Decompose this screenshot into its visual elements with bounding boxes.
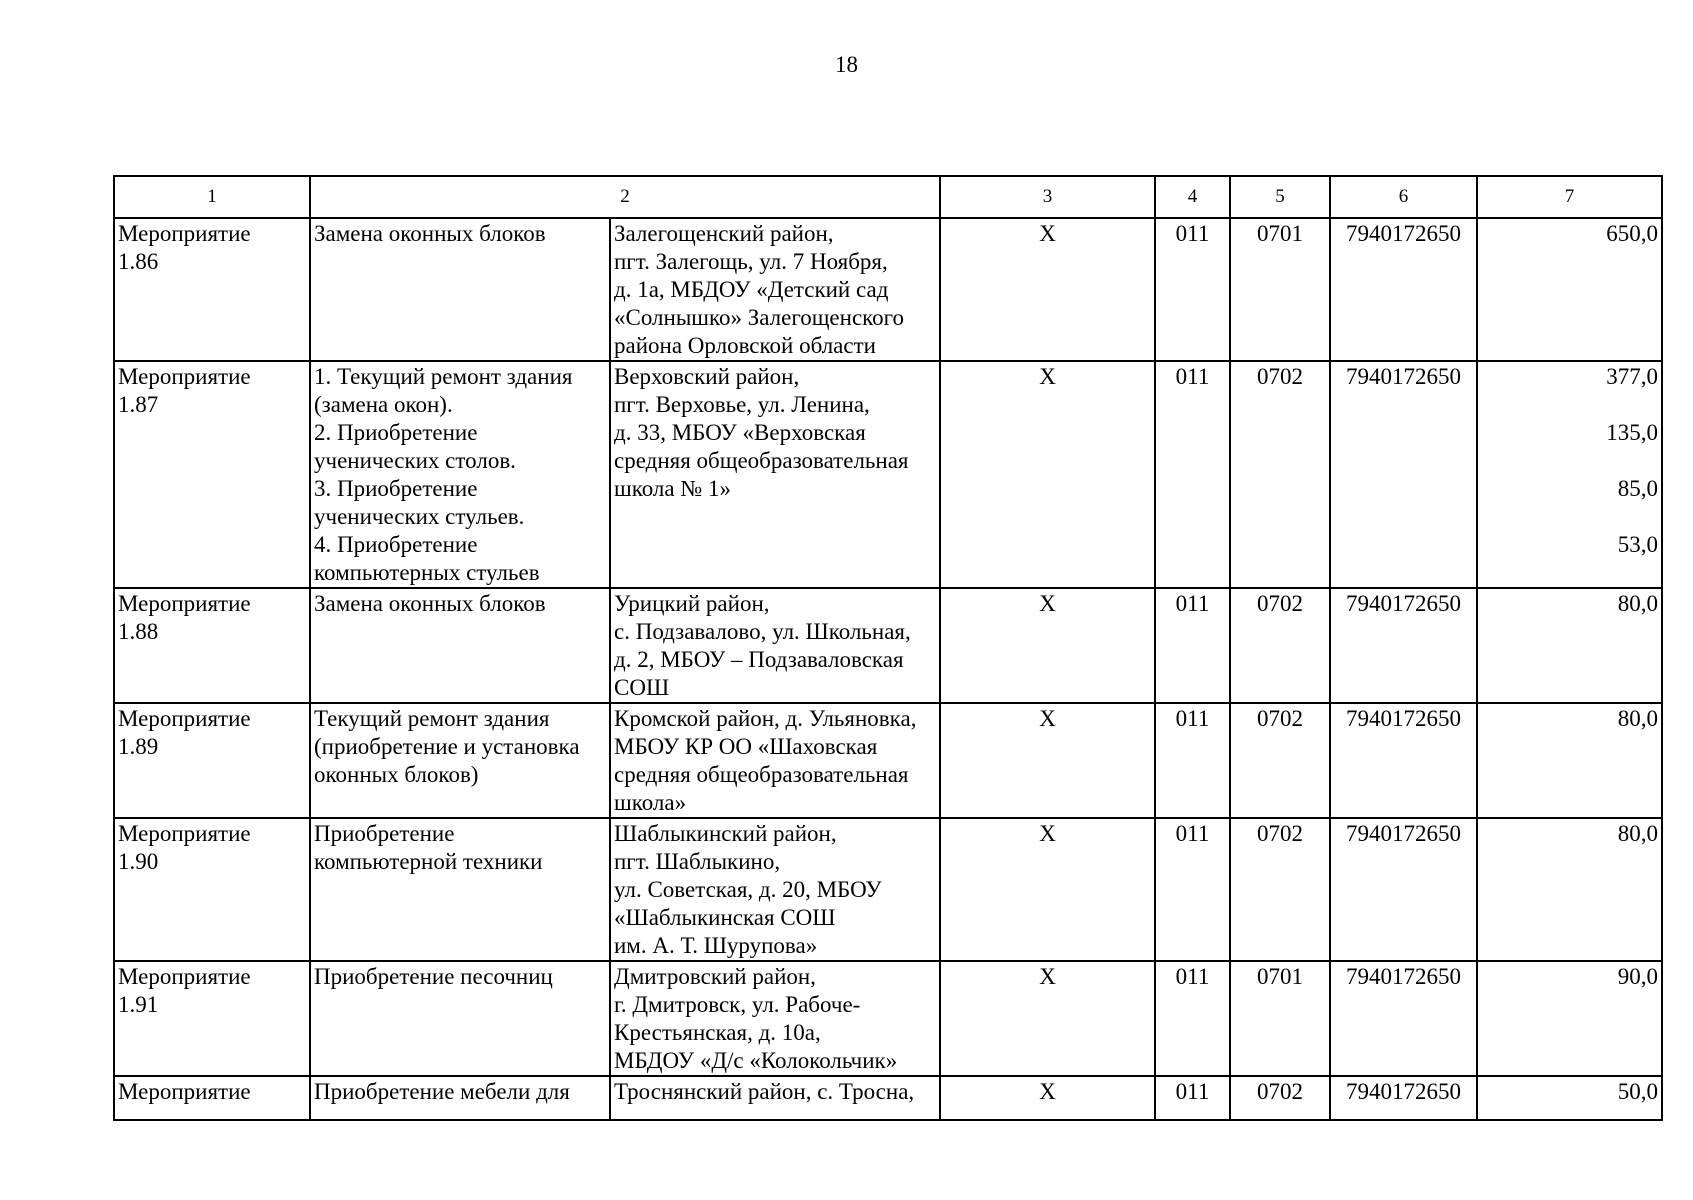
amount-value: 85,0 [1617, 476, 1658, 501]
location-line: школа» [614, 790, 687, 815]
location-cell [610, 703, 940, 818]
location-cell [610, 218, 940, 361]
col4-cell [1155, 703, 1230, 818]
col5-value: 0702 [1257, 591, 1303, 616]
location-line: Урицкий район, [614, 591, 770, 616]
location-line: пгт. Залегощь, ул. 7 Ноября, [614, 249, 888, 274]
location-line: района Орловской области [614, 333, 876, 358]
amount-value: 135,0 [1606, 420, 1658, 445]
col4-cell [1155, 361, 1230, 588]
col6-cell [1330, 218, 1477, 361]
event-text: Мероприятие [118, 706, 251, 731]
event-cell [114, 218, 310, 361]
col6-cell [1330, 961, 1477, 1076]
amount-cell [1477, 1076, 1662, 1120]
location-cell [610, 588, 940, 703]
col3-value: Х [1039, 821, 1056, 846]
amount-cell [1477, 961, 1662, 1076]
event-cell [114, 1076, 310, 1120]
col3-value: Х [1039, 221, 1056, 246]
event-text: Мероприятие [118, 821, 251, 846]
page-number: 18 [835, 52, 858, 77]
location-line: «Шаблыкинская СОШ [614, 905, 836, 930]
location-line: Кромской район, д. Ульяновка, [614, 706, 917, 731]
location-line: пгт. Верховье, ул. Ленина, [614, 392, 870, 417]
col3-value: Х [1039, 1079, 1056, 1104]
col5-cell [1230, 1076, 1330, 1120]
location-line: школа № 1» [614, 476, 732, 501]
event-text: Мероприятие [118, 221, 251, 246]
work-description-line: 2. Приобретение [314, 420, 478, 445]
location-line: г. Дмитровск, ул. Рабоче- [614, 992, 861, 1017]
col3-value: Х [1039, 706, 1056, 731]
location-line: МБОУ КР ОО «Шаховская [614, 734, 878, 759]
amount-cell [1477, 818, 1662, 961]
amount-value: 80,0 [1617, 706, 1658, 731]
col5-value: 0701 [1257, 221, 1303, 246]
location-line: МБДОУ «Д/с «Колокольчик» [614, 1048, 898, 1073]
table-row [114, 218, 1662, 361]
location-cell [610, 818, 940, 961]
table-row [114, 703, 1662, 818]
location-line: «Солнышко» Залегощенского [614, 305, 905, 330]
work-description-cell [310, 588, 610, 703]
location-line: с. Подзавалово, ул. Школьная, [614, 619, 911, 644]
amount-cell [1477, 588, 1662, 703]
col3-value: Х [1039, 364, 1056, 389]
amount-value: 650,0 [1606, 221, 1658, 246]
location-line: Дмитровский район, [614, 964, 816, 989]
table-row [114, 1076, 1662, 1120]
event-text: 1.86 [118, 249, 159, 274]
location-line: Залегощенский район, [614, 221, 834, 246]
col5-cell [1230, 361, 1330, 588]
location-cell [610, 1076, 940, 1120]
work-description-line: Приобретение мебели для [314, 1079, 570, 1104]
col6-value: 7940172650 [1346, 591, 1461, 616]
location-line: средняя общеобразовательная [614, 448, 909, 473]
table-row [114, 961, 1662, 1076]
amount-cell [1477, 218, 1662, 361]
event-text: Мероприятие [118, 964, 251, 989]
work-description-line: 1. Текущий ремонт здания [314, 364, 573, 389]
event-text: Мероприятие [118, 1079, 251, 1104]
event-text: 1.87 [118, 392, 159, 417]
col5-cell [1230, 961, 1330, 1076]
location-line: ул. Советская, д. 20, МБОУ [614, 877, 882, 902]
work-description-line: Приобретение песочниц [314, 964, 553, 989]
work-description-line: ученических стульев. [314, 504, 525, 529]
col4-value: 011 [1175, 1079, 1210, 1104]
col4-value: 011 [1175, 221, 1210, 246]
col4-cell [1155, 961, 1230, 1076]
col5-value: 0702 [1257, 821, 1303, 846]
location-line: Троснянский район, с. Тросна, [614, 1079, 915, 1104]
col4-value: 011 [1175, 964, 1210, 989]
col6-cell [1330, 1076, 1477, 1120]
work-description-line: компьютерной техники [314, 849, 543, 874]
event-cell [114, 961, 310, 1076]
col4-value: 011 [1175, 591, 1210, 616]
col3-cell [940, 361, 1155, 588]
amount-value: 90,0 [1617, 964, 1658, 989]
header-col-2: 2 [310, 176, 940, 218]
amount-cell [1477, 361, 1662, 588]
col6-value: 7940172650 [1346, 221, 1461, 246]
amount-value: 80,0 [1617, 591, 1658, 616]
col4-cell [1155, 588, 1230, 703]
col5-value: 0702 [1257, 364, 1303, 389]
work-description-cell [310, 703, 610, 818]
col6-cell [1330, 818, 1477, 961]
col4-value: 011 [1175, 821, 1210, 846]
col3-cell [940, 1076, 1155, 1120]
col5-value: 0702 [1257, 706, 1303, 731]
header-col-7: 7 [1477, 176, 1662, 218]
work-description-line: Замена оконных блоков [314, 221, 546, 246]
col6-cell [1330, 703, 1477, 818]
work-description-cell [310, 818, 610, 961]
work-description-line: 3. Приобретение [314, 476, 478, 501]
work-description-cell [310, 361, 610, 588]
col6-value: 7940172650 [1346, 964, 1461, 989]
work-description-line: компьютерных стульев [314, 560, 540, 585]
col4-cell [1155, 1076, 1230, 1120]
work-description-line: (приобретение и установка [314, 734, 580, 759]
amount-value: 50,0 [1617, 1079, 1658, 1104]
location-line: Верховский район, [614, 364, 800, 389]
event-text: 1.91 [118, 992, 159, 1017]
work-description-line: оконных блоков) [314, 762, 479, 787]
col4-value: 011 [1175, 706, 1210, 731]
header-col-5: 5 [1230, 176, 1330, 218]
col5-cell [1230, 588, 1330, 703]
col3-cell [940, 703, 1155, 818]
col6-value: 7940172650 [1346, 821, 1461, 846]
table-body [114, 218, 1662, 1120]
event-cell [114, 818, 310, 961]
location-line: средняя общеобразовательная [614, 762, 909, 787]
event-cell [114, 361, 310, 588]
location-line: д. 33, МБОУ «Верховская [614, 420, 866, 445]
amount-value: 80,0 [1617, 821, 1658, 846]
work-description-line: (замена окон). [314, 392, 453, 417]
col5-cell [1230, 218, 1330, 361]
work-description-cell [310, 961, 610, 1076]
event-text: 1.88 [118, 619, 159, 644]
work-description-line: Замена оконных блоков [314, 591, 546, 616]
program-table [113, 175, 1663, 1121]
col6-value: 7940172650 [1346, 706, 1461, 731]
work-description-cell [310, 218, 610, 361]
event-cell [114, 703, 310, 818]
col5-value: 0702 [1257, 1079, 1303, 1104]
col3-value: Х [1039, 964, 1056, 989]
header-col-4: 4 [1155, 176, 1230, 218]
event-text: Мероприятие [118, 591, 251, 616]
amount-value: 53,0 [1617, 532, 1658, 557]
event-text: Мероприятие [118, 364, 251, 389]
col4-cell [1155, 818, 1230, 961]
location-line: Шаблыкинский район, [614, 821, 837, 846]
location-line: СОШ [614, 675, 670, 700]
location-cell [610, 361, 940, 588]
col5-cell [1230, 703, 1330, 818]
header-col-6: 6 [1330, 176, 1477, 218]
location-line: пгт. Шаблыкино, [614, 849, 781, 874]
location-cell [610, 961, 940, 1076]
col5-cell [1230, 818, 1330, 961]
col6-value: 7940172650 [1346, 1079, 1461, 1104]
event-cell [114, 588, 310, 703]
event-text: 1.89 [118, 734, 159, 759]
col3-cell [940, 218, 1155, 361]
col3-cell [940, 588, 1155, 703]
col3-value: Х [1039, 591, 1056, 616]
location-line: д. 2, МБОУ – Подзаваловская [614, 647, 904, 672]
amount-cell [1477, 703, 1662, 818]
col5-value: 0701 [1257, 964, 1303, 989]
table-row [114, 361, 1662, 588]
col6-cell [1330, 361, 1477, 588]
col6-value: 7940172650 [1346, 364, 1461, 389]
table-row [114, 588, 1662, 703]
table-row [114, 818, 1662, 961]
work-description-line: Приобретение [314, 821, 455, 846]
col6-cell [1330, 588, 1477, 703]
header-col-3: 3 [940, 176, 1155, 218]
col4-value: 011 [1175, 364, 1210, 389]
amount-value: 377,0 [1606, 364, 1658, 389]
work-description-line: Текущий ремонт здания [314, 706, 550, 731]
col4-cell [1155, 218, 1230, 361]
work-description-line: 4. Приобретение [314, 532, 478, 557]
header-col-1: 1 [114, 176, 310, 218]
location-line: д. 1а, МБДОУ «Детский сад [614, 277, 889, 302]
event-text: 1.90 [118, 849, 159, 874]
location-line: Крестьянская, д. 10а, [614, 1020, 821, 1045]
location-line: им. А. Т. Шурупова» [614, 933, 818, 958]
table-header-row [114, 176, 1662, 218]
col3-cell [940, 818, 1155, 961]
work-description-line: ученических столов. [314, 448, 516, 473]
work-description-cell [310, 1076, 610, 1120]
col3-cell [940, 961, 1155, 1076]
